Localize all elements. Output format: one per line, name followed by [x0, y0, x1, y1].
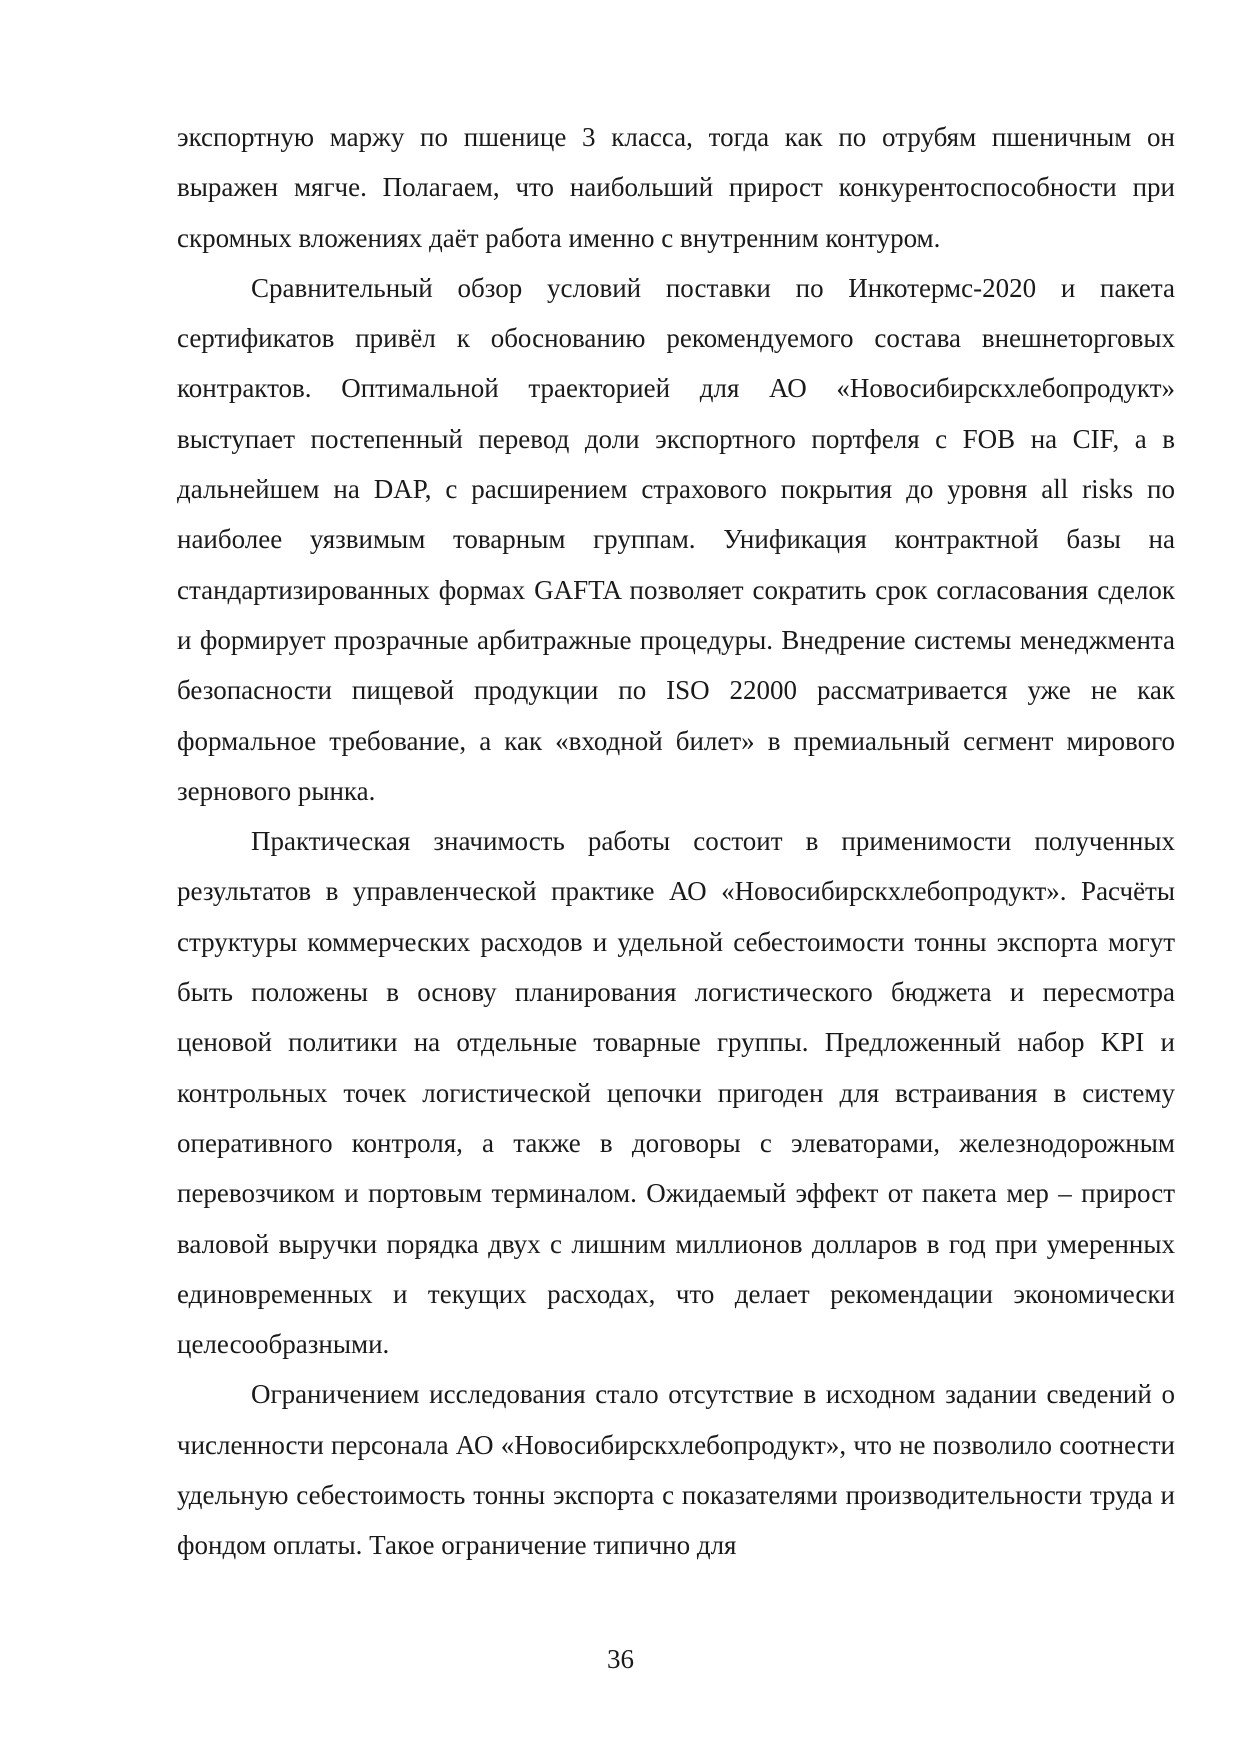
paragraph-practical-significance: Практическая значимость работы состоит в применимости полученных результатов в управленческой практике АО «Новосибирскхлебопродукт». Расчёты структуры коммерческих расходов и удельной себестоимости тонны экспорта могут быть положены в основу планирования логистического бюджета и пересмотра ценовой политики на отдельные товарные группы. Предложенный набор KPI и контрольных точек логистической цепочки пригоден для встраивания в систему оперативного контроля, а также в договоры с элеваторами, железнодорожным перевозчиком и портовым терминалом. Ожидаемый эффект от пакета мер – прирост валовой выручки порядка двух с лишним миллионов долларов в год при умеренных единовременных и текущих расходах, что делает рекомендации экономически целесообразными. [177, 826, 1175, 1360]
paragraph-continuation: экспортную маржу по пшенице 3 класса, тогда как по отрубям пшеничным он выражен мягче. Полагаем, что наибольший прирост конкурентоспособности при скромных вложениях даёт работа именно с внутренним контуром. [177, 122, 1175, 253]
page-number: 36 [607, 1644, 634, 1674]
page-body [177, 112, 1175, 1571]
paragraph-limitations: Ограничением исследования стало отсутствие в исходном задании сведений о численности персонала АО «Новосибирскхлебопродукт», что не позволило соотнести удельную себестоимость тонны экспорта с показателями производительности труда и фондом оплаты. Такое ограничение типично для [177, 1379, 1175, 1561]
paragraph-incoterms: Сравнительный обзор условий поставки по Инкотермс-2020 и пакета сертификатов привёл к обоснованию рекомендуемого состава внешнеторговых контрактов. Оптимальной траекторией для АО «Новосибирскхлебопродукт» выступает постепенный перевод доли экспортного портфеля с FOB на CIF, а в дальнейшем на DAP, с расширением страхового покрытия до уровня all risks по наиболее уязвимым товарным группам. Унификация контрактной базы на стандартизированных формах GAFTA позволяет сократить срок согласования сделок и формирует прозрачные арбитражные процедуры. Внедрение системы менеджмента безопасности пищевой продукции по ISO 22000 рассматривается уже не как формальное требование, а как «входной билет» в премиальный сегмент мирового зернового рынка. [177, 272, 1175, 806]
